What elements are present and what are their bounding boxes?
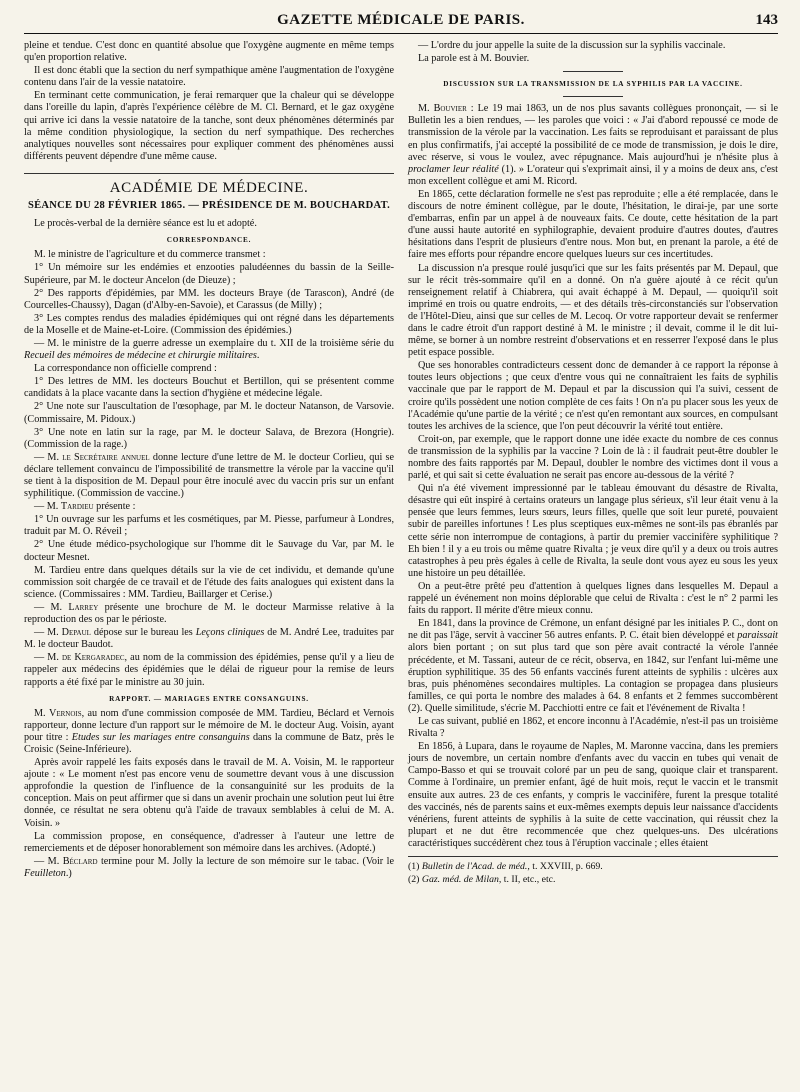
speaker-name: Tardieu — [60, 501, 94, 513]
speaker-name: le Secrétaire annuel — [62, 451, 150, 463]
paragraph: La parole est à M. Bouvier. — [418, 53, 530, 65]
text-run: — M. — [34, 855, 63, 867]
paragraph: M. Tardieu entre dans quelques détails sur la vie de cet individu, et demande qu'une commission soit chargée de ce travail et de l'étude des faits analogues qui existent dans la science. (Commissaires : MM. Tardieu, Baillarger et Cerise.) — [24, 564, 394, 600]
text-run: , au nom d'une commission composée de MM. Tardieu, Béclard et Vernois rapporteur, donne lecture d'un rapport sur le mémoire de M. le docteur Aug. Voisin, ayant pour titre : — [24, 707, 394, 743]
footnotes — [408, 856, 778, 886]
right-column — [408, 40, 778, 887]
text-run: M. — [34, 707, 49, 719]
text-run: (1). » L'orateur qui s'exprimait ainsi, il y a moins de deux ans, c'est mon excellent collègue et ami M. Ricord. — [408, 163, 778, 187]
text-run: .) — [65, 867, 72, 879]
footnote-marker: (1) — [408, 861, 422, 872]
footnote — [408, 874, 778, 886]
text-run: présente une brochure de M. le docteur Marmisse relative à la reproduction des os par le périoste. — [24, 601, 394, 626]
text-run: , t. II, etc., etc. — [498, 874, 556, 885]
paragraph — [24, 652, 394, 688]
text-run: donne lecture d'une lettre de M. le docteur Corlieu, qui se déclare tellement convaincu de l'impossibilité de transmettre la vérole par la vaccine qu'il se tient à la disposition de M. Depaul pour être inoculé avec du vaccin pris sur un enfant syphilitique. (Commission de vaccine.) — [24, 451, 394, 500]
text-run: dans la commune de Batz, près le Croisic (Seine-Inférieure). — [24, 731, 394, 755]
text-run: présente : — [93, 501, 136, 513]
academy-title: ACADÉMIE DE MÉDECINE. — [24, 173, 394, 194]
running-header — [24, 12, 778, 34]
speaker-name: Béclard — [62, 855, 98, 867]
paragraph: M. le ministre de l'agriculture et du commerce transmet : — [34, 249, 266, 261]
paragraph: En 1856, à Lupara, dans le royaume de Naples, M. Maronne vaccina, dans les premiers jours de novembre, un certain nombre d'enfants avec du vaccin en tubes qui venait de Campo-Basso et qui se trouvait coloré par un peu de sang, quoique clair et transparent. Comme à l'ordinaire, un premier enfant, âgé de huit mois, reçut le vaccin et le transmit ensuite aux autres. 23 de ces enfants, y compris le vaccinifère, furent la presque totalité des vaccinés, nés de parents sains et eux-mêmes exempts depuis leur naissance d'accidents vénériens, furent atteints de syphilis à la suite de cette vaccination, qui réussit chez la plupart et ne dut être recommencée que chez quelques-uns. Des ulcérations caractéristiques succédèrent chez tous à l'éruption vaccinale ; elles étaient — [408, 741, 778, 849]
paragraph — [24, 856, 394, 880]
paragraph — [24, 452, 394, 500]
text-run: termine pour M. Jolly la lecture de son mémoire sur le tabac. (Voir le — [97, 855, 394, 867]
speaker-name: Larrey — [68, 601, 99, 613]
paragraph: 3° Une note en latin sur la rage, par M. le docteur Salava, de Brezora (Hongrie). (Commission de la rage.) — [24, 426, 394, 450]
paragraph — [24, 708, 394, 756]
footnote — [408, 861, 778, 873]
paragraph: — L'ordre du jour appelle la suite de la discussion sur la syphilis vaccinale. — [418, 40, 726, 51]
page-number: 143 — [755, 12, 778, 28]
text-run: de M. André Lee, traduites par M. le docteur Baudot. — [24, 627, 394, 651]
publication-title: Recueil des mémoires de médecine et chirurgie militaires — [24, 350, 257, 362]
speaker-name: Depaul — [61, 627, 91, 639]
paragraph: 2° Une étude médico-psychologique sur l'homme dit le Sauvage du Var, par M. le docteur Mesnet. — [24, 539, 394, 563]
paragraph: 2° Des rapports d'épidémies, par MM. les docteurs Braye (de Tarascon), André (de Courcelles-Chaussy), Dagan (d'Alby-en-Savoie), et Carassus (de Milly) ; — [24, 287, 394, 311]
paragraph: Qui n'a été vivement impressionné par le tableau émouvant du désastre de Rivalta, désastre qui eût inspiré à certains orateurs un langage plus sérieux, s'il leur était venu à la pensée que leurs femmes, leurs sœurs, leurs filles, quelle que soit leur pureté, pouvaient subir de pareilles infortunes ! Les plus sceptiques eux-mêmes ne sont-ils pas ébranlés par cette série non interrompue de contagions, à partir du premier vaccinifère syphilitique ? Eh bien ! il y a eu trois ou même quatre Rivalta ; je veux dire qu'il y a deux ou trois autres catastrophes à peu près égales à celle de Rivalta, la seule dont vous ayez eu sous les yeux une histoire un peu détaillée. — [408, 483, 778, 579]
columns — [24, 40, 778, 887]
paragraph: Il est donc établi que la section du nerf sympathique amène l'augmentation de l'oxygène contenu dans l'air de la vessie natatoire. — [24, 65, 394, 89]
report-heading: RAPPORT. — MARIAGES ENTRE CONSANGUINS. — [109, 694, 309, 703]
paragraph: Après avoir rappelé les faits exposés dans le travail de M. A. Voisin, M. le rapporteur ajoute : « Le moment n'est pas encore venu de soumettre devant vous à une discussion approfondie la question de l'influence de la consanguinité sur les produits de la conception. Mais on peut affirmer que si dans un avenir prochain une solution peut lui être donnée, ce résultat ne sera obtenu qu'à l'aide de travaux semblables à celui de M. A. Voisin. » — [24, 757, 394, 829]
text-run: — M. — [34, 627, 62, 639]
paragraph: pleine et tendue. C'est donc en quantité absolue que l'oxygène augmente en même temps qu'en proportion relative. — [24, 40, 394, 64]
paragraph — [24, 338, 394, 362]
emphasis: paraissait — [737, 630, 778, 642]
paragraph: 2° Une note sur l'auscultation de l'œsophage, par M. le docteur Natanson, de Varsovie. (Commissaire, M. Pidoux.) — [24, 401, 394, 425]
paragraph: En 1865, cette déclaration formelle ne s'est pas reproduite ; elle a été remplacée, dans le discours de notre éminent collègue, par le doute, l'hésitation, le dirai-je, par une sorte d'embarras, enfin par un appel à de nouveaux faits. Ce doute, cette hésitation de la part d'une aussi haute autorité en syphilographie, devaient produire d'autres doutes, d'autres hésitations dans l'esprit de plusieurs d'entre nous. Mon but, en prenant la parole, a été de faire mes efforts pour répandre encore quelques lueurs sur ces incertitudes. — [408, 188, 778, 261]
paragraph: La discussion n'a presque roulé jusqu'ici que sur les faits présentés par M. Depaul, que sur le récit très-sommaire qu'il en a donné. On n'a guère ajouté à ce récit qu'un renseignement relatif à Chiabrera, qui avait échappé à M. Depaul, — quoiqu'il soit imprimé en trois ou quatre endroits, — et des détails très-circonstanciés sur l'observation de l'Hôtel-Dieu, ainsi que sur celles de M. Lecoq. Or votre rapporteur devait se renfermer dans le cadre étroit d'un rapport destiné à M. le ministre ; il devait, comme il le dit lui-même, se borner à un nombre restreint d'observations et en resserrer l'exposé dans le plus petit espace possible. — [408, 262, 778, 359]
speaker-name: Bouvier — [433, 103, 467, 115]
text-run: En 1841, dans la province de Crémone, un enfant désigné par les initiales P. C., dont on ne dit pas l'âge, servit à vacciner 56 autres enfants. P. C. était bien développé et — [408, 618, 778, 642]
footnote-marker: (2) — [408, 874, 422, 885]
paragraph: On a peut-être prêté peu d'attention à quelques lignes dans lesquelles M. Depaul a rappelé un événement non moins déplorable que celui de Rivalta : c'est le n° 2 parmi les faits du rapport. Il mérite d'être mieux connu. — [408, 580, 778, 617]
speaker-name: Vernois — [48, 707, 82, 719]
text-run: dépose sur le bureau les — [90, 627, 196, 639]
paragraph: La commission propose, en conséquence, d'adresser à l'auteur une lettre de remerciements et de déposer honorablement son mémoire dans les archives. (Adopté.) — [24, 830, 394, 854]
paragraph: Que ses honorables contradicteurs cessent donc de demander à ce rapport la réponse à toutes leurs objections ; que ceux d'entre vous qui ne connaîtraient les faits de syphilis vaccinale que par le rapport de M. Depaul et par la discussion qui l'a suivi, cessent de croire qu'ils possèdent une notion complète de ces faits ! On n'a pu placer sous les yeux de l'Académie qu'une partie de la vérité ; ce n'est qu'en remontant aux sources, en compulsant toutes les archives de la science, que l'on peut découvrir la vérité tout entière. — [408, 360, 778, 432]
paragraph: 1° Des lettres de MM. les docteurs Bouchut et Bertillon, qui se présentent comme candidats à la place vacante dans la section d'hygiène et médecine légale. — [24, 376, 394, 400]
publication-title: Etudes sur les mariages entre consanguins — [71, 731, 250, 743]
text-run: , au nom de la commission des épidémies, pense qu'il y a lieu de rappeler aux médecins des épidémies que le délai de rigueur pour la remise de leurs rapports a été fixé par le ministre au 30 juin. — [24, 652, 395, 688]
paragraph: 1° Un ouvrage sur les parfums et les cosmétiques, par M. Piesse, parfumeur à Londres, traduit par M. O. Réveil ; — [24, 514, 394, 538]
text-run: alors bien portant ; on sut plus tard que son père avait contracté la vérole l'année précédente, et M. Tassani, auteur de ce récit, observa, en 1842, sur l'enfant lui-même une éruption syphilitique. 35 des 56 enfants vaccinés furent atteints de syphilis : ulcères aux bras, puis phénomènes secondaires multiples. La contagion se propagea dans plusieurs familles, ce qui porta le nombre des malades à 64. 8 enfants et 2 femmes succombèrent (2). Quelle similitude, s'écrie M. Pacchiotti entre ce fait et l'événement de Rivalta ! — [408, 642, 778, 714]
emphasis: proclamer leur réalité — [408, 163, 499, 175]
session-heading: SÉANCE DU 28 FÉVRIER 1865. — PRÉSIDENCE DE M. BOUCHARDAT. — [27, 200, 391, 212]
journal-title: GAZETTE MÉDICALE DE PARIS. — [277, 12, 525, 28]
paragraph — [408, 618, 778, 715]
publication-title: Leçons cliniques — [195, 627, 265, 639]
divider — [563, 71, 623, 72]
discussion-heading: DISCUSSION SUR LA TRANSMISSION DE LA SYPHILIS PAR LA VACCINE. — [443, 80, 743, 89]
text-run: M. — [418, 103, 434, 115]
text-run: — M. — [34, 451, 63, 463]
paragraph — [408, 103, 778, 188]
paragraph — [24, 501, 394, 513]
feuilleton-ref: Feuilleton — [24, 867, 66, 879]
paragraph: La correspondance non officielle comprend : — [34, 363, 217, 375]
divider — [563, 96, 623, 97]
paragraph — [24, 602, 394, 626]
text-run: . — [256, 350, 260, 362]
publication-title: Bulletin de l'Acad. de méd. — [421, 861, 528, 872]
left-column — [24, 40, 394, 887]
paragraph: Croit-on, par exemple, que le rapport donne une idée exacte du nombre de ces connus de transmission de la syphilis par la vaccine ? Loin de là : il faudrait peut-être doubler le nombre des faits rapportés par M. Depaul, doubler le nombre des victimes dont il vous a parlé, et qui sait si cette évaluation ne serait pas encore au-dessous de la vérité ? — [408, 433, 778, 482]
publication-title: Gaz. méd. de Milan — [421, 874, 499, 885]
text-run: — M. — [34, 601, 69, 613]
text-run: — M. — [34, 501, 61, 513]
paragraph: En terminant cette communication, je ferai remarquer que la chaleur qui se développe dans l'oreille du lapin, d'après l'expérience célèbre de M. Cl. Bernard, et le gaz oxygène qui arrive ici dans la vessie natatoire de la tanche, sont deux phénomènes déterminés par la même condition physiologique, la section du nerf sympathique. Des recherches analytiques nouvelles sont nécessaires pour expliquer comment des phénomènes aussi différents peuvent dépendre d'une même cause. — [24, 90, 394, 162]
paragraph: Le procès-verbal de la dernière séance est lu et adopté. — [34, 218, 257, 230]
correspondence-heading: CORRESPONDANCE. — [166, 236, 252, 245]
speaker-name: de Kergaradec — [61, 652, 125, 664]
text-run: — M. — [34, 652, 62, 664]
paragraph: 1° Un mémoire sur les endémies et enzooties paludéennes du bassin de la Seille-Supérieure, par M. le docteur Ancelon (de Dieuze) ; — [24, 262, 394, 286]
paragraph: Le cas suivant, publié en 1862, et encore inconnu à l'Académie, n'est-il pas un troisième Rivalta ? — [408, 715, 778, 740]
paragraph: 3° Les comptes rendus des maladies épidémiques qui ont régné dans les départements de la Moselle et de Maine-et-Loire. (Commission des épidémies.) — [24, 312, 394, 336]
text-run: : Le 19 mai 1863, un de nos plus savants collègues prononçait, — si le Bulletin les a bien rendues, — les paroles que voici : « J'ai d'abord repoussé ce mode de transmission de la vérole par la vaccination. Les faits se reproduisant et paraissant de plus en plus confirmatifs, j'ai accepté la possibilité de ce mode de transmission, je dois le dire, avec réserve, si vous le voulez, avec répugnance. Mais aujourd'hui je n'hésite plus à — [408, 103, 779, 163]
paragraph — [24, 627, 394, 651]
text-run: , t. XXVIII, p. 669. — [527, 861, 603, 872]
text-run: — M. le ministre de la guerre adresse un exemplaire du t. XII de la troisième série du — [34, 337, 394, 349]
